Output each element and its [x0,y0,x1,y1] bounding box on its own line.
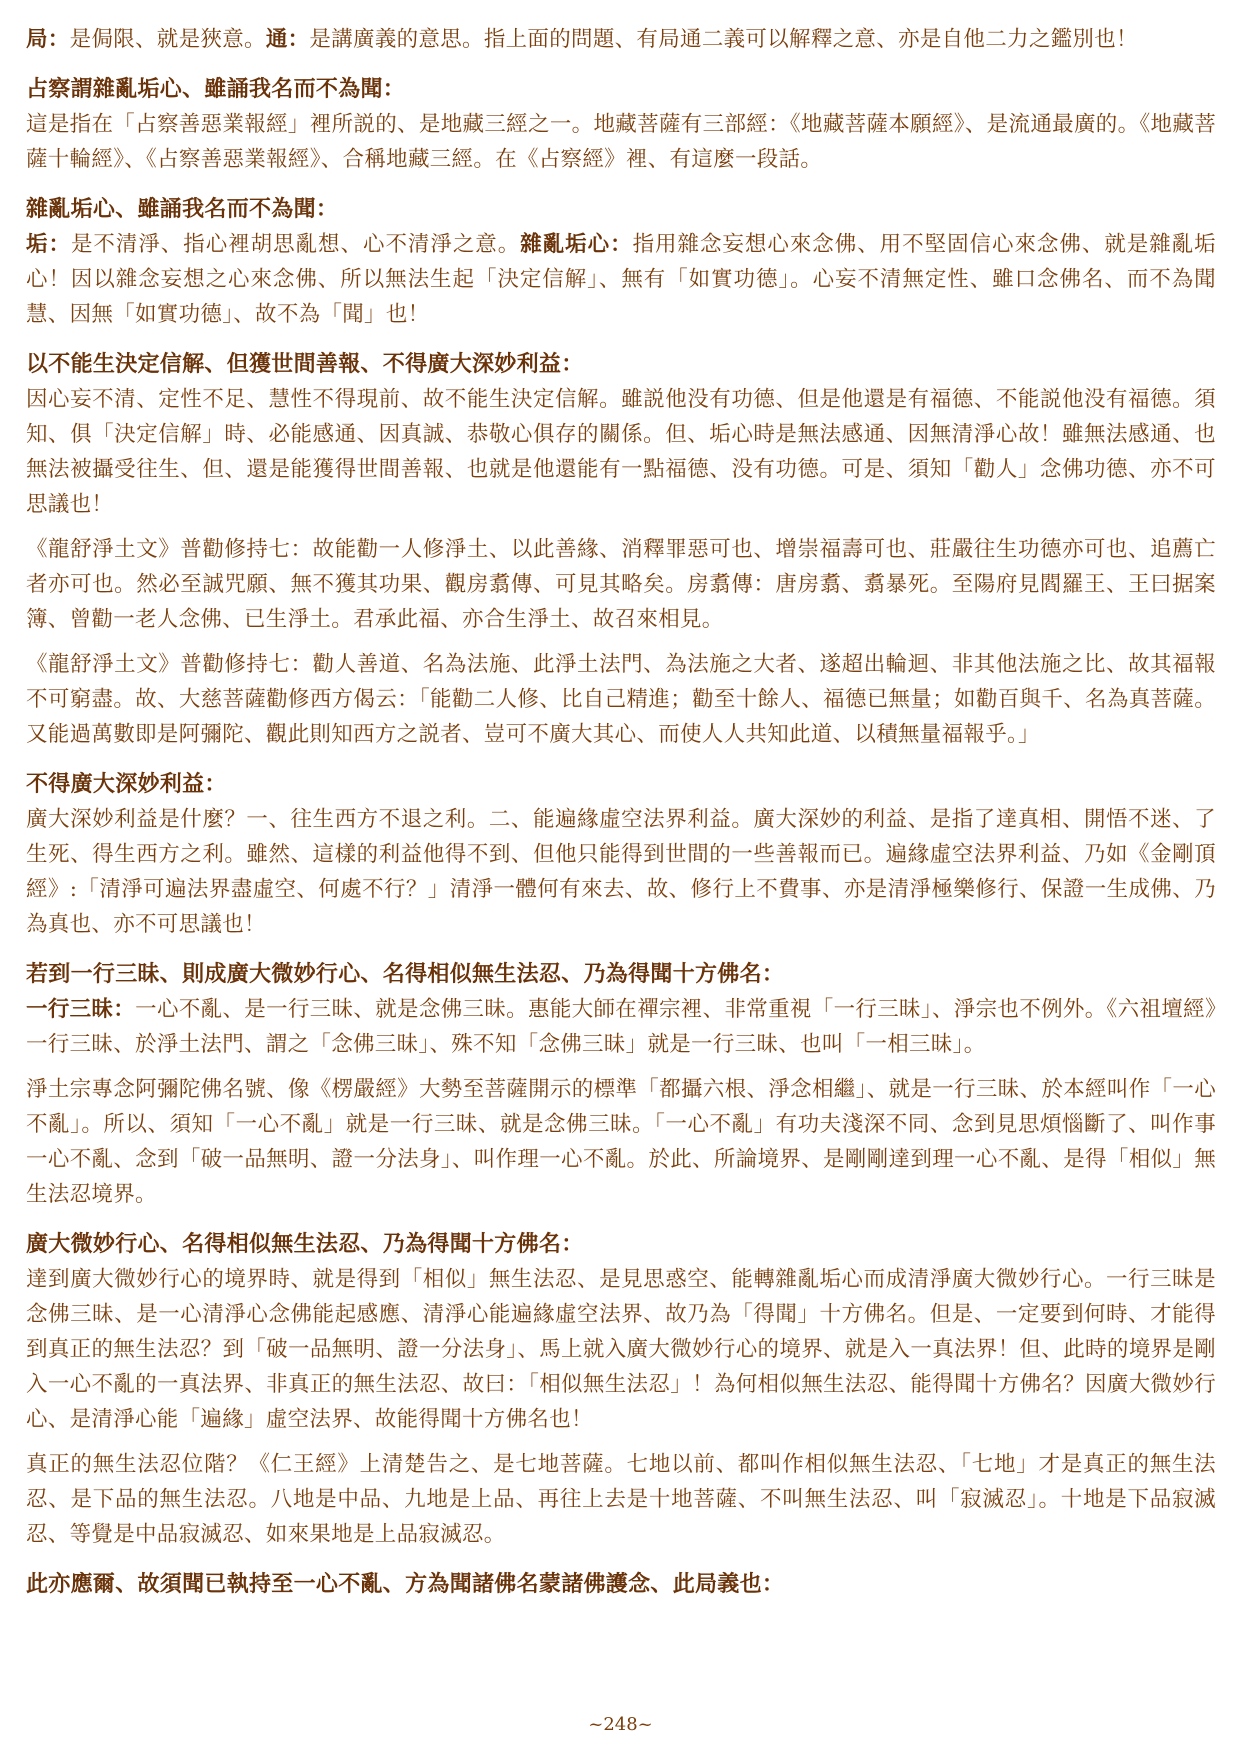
intro-term-tong: 通： [265,27,310,52]
section-heading-guangda-liyi: 不得廣大深妙利益： [26,771,227,797]
section-heading-yixing-sanmei: 若到一行三昧、則成廣大微妙行心、名得相似無生法忍、乃為得聞十方佛名： [26,961,785,987]
page-number: ~248~ [588,1714,653,1735]
section-paragraph-yixing-sanmei-1 [26,992,1216,1062]
section-paragraph-zaluan [26,227,1216,332]
section-paragraph-longshu-2: 《龍舒淨土文》普勸修持七：勸人善道、名為法施、此淨土法門、為法施之大者、遂超出輪迴、非其他法施之比、故其福報不可窮盡。故、大慈菩薩勸修西方偈云：「能勸二人修、比自己精進；勸至十餘人、福德已無量；如勸百與千、名為真菩薩。又能過萬數即是阿彌陀、觀此則知西方之説者、豈可不廣大其心、而使人人共知此道、以積無量福報乎。」 [26,652,1216,747]
term-yixing-sanmei: 一行三昧： [26,997,136,1022]
section-heading-zaluan: 雜亂垢心、雖誦我名而不為聞： [26,196,339,222]
section-paragraph-weimiao-xingxin-2: 真正的無生法忍位階？《仁王經》上清楚告之、是七地菩薩。七地以前、都叫作相似無生法忍、「七地」才是真正的無生法忍、是下品的無生法忍。八地是中品、九地是上品、再往上去是十地菩薩、不叫無生法忍、叫「寂滅忍」。十地是下品寂滅忍、等覺是中品寂滅忍、如來果地是上品寂滅忍。 [26,1452,1216,1547]
section-heading-zhancha: 占察謂雜亂垢心、雖誦我名而不為聞： [26,76,406,102]
section-paragraph-yixing-sanmei-2: 淨土宗專念阿彌陀佛名號、像《楞嚴經》大勢至菩薩開示的標準「都攝六根、淨念相繼」、就是一行三昧、於本經叫作「一心不亂」。所以、須知「一心不亂」就是一行三昧、就是念佛三昧。「一心不亂」有功夫淺深不同、念到見思煩惱斷了、叫作事一心不亂、念到「破一品無明、證一分法身」、叫作理一心不亂。於此、所論境界、是剛剛達到理一心不亂、是得「相似」無生法忍境界。 [26,1077,1216,1207]
term-gou: 垢： [26,232,71,257]
intro-term-ju: 局： [26,27,70,52]
section-paragraph-longshu-1: 《龍舒淨土文》普勸修持七：故能勸一人修淨土、以此善緣、消釋罪惡可也、增崇福壽可也、莊嚴往生功德亦可也、追薦亡者亦可也。然必至誠咒願、無不獲其功果、觀房翥傳、可見其略矣。房翥傳：唐房翥、翥暴死。至陽府見閻羅王、王曰据案簿、曾勸一老人念佛、已生淨土。君承此福、亦合生淨土、故召來相見。 [26,537,1216,632]
text-gou: 是不清淨、指心裡胡思亂想、心不清淨之意。 [70,232,521,257]
section-heading-weimiao-xingxin: 廣大微妙行心、名得相似無生法忍、乃為得聞十方佛名： [26,1231,584,1257]
text-yixing-sanmei: 一心不亂、是一行三昧、就是念佛三昧。惠能大師在禪宗裡、非常重視「一行三昧」、淨宗也不例外。《六祖壇經》一行三昧、於淨土法門、謂之「念佛三昧」、殊不知「念佛三昧」就是一行三昧、也叫「一相三昧」。 [26,997,1216,1057]
intro-paragraph [26,22,1216,57]
document-page [26,22,1216,1602]
text-zaluan-gouxin: 指用雜念妄想心來念佛、用不堅固信心來念佛、就是雜亂垢心！因以雜念妄想之心來念佛、所以無法生起「決定信解」、無有「如實功德」。心妄不清無定性、雖口念佛名、而不為聞慧、因無「如實功德」、故不為「聞」也！ [26,232,1216,327]
section-paragraph-zhancha: 這是指在「占察善惡業報經」裡所説的、是地藏三經之一。地藏菩薩有三部經：《地藏菩薩本願經》、是流通最廣的。《地藏菩薩十輪經》、《占察善惡業報經》、合稱地藏三經。在《占察經》裡、有這麼一段話。 [26,112,1216,172]
section-paragraph-guangda-liyi: 廣大深妙利益是什麼？一、往生西方不退之利。二、能遍緣虛空法界利益。廣大深妙的利益、是指了達真相、開悟不迷、了生死、得生西方之利。雖然、這樣的利益他得不到、但他只能得到世間的一些善報而已。遍緣虛空法界利益、乃如《金剛頂經》:「清淨可遍法界盡虛空、何處不行？」清淨一體何有來去、故、修行上不費事、亦是清淨極樂修行、保證一生成佛、乃為真也、亦不可思議也！ [26,807,1216,937]
section-paragraph-jueding-xinjie-1: 因心妄不清、定性不足、慧性不得現前、故不能生決定信解。雖説他没有功德、但是他還是有福德、不能説他没有福德。須知、俱「決定信解」時、必能感通、因真誠、恭敬心俱存的關係。但、垢心時是無法感通、因無清淨心故！雖無法感通、也無法被攝受往生、但、還是能獲得世間善報、也就是他還能有一點福德、没有功德。可是、須知「勸人」念佛功德、亦不可思議也！ [26,387,1216,517]
term-zaluan-gouxin: 雜亂垢心： [520,232,633,257]
section-heading-jueding-xinjie: 以不能生決定信解、但獲世間善報、不得廣大深妙利益： [26,351,584,377]
section-heading-juyi: 此亦應爾、故須聞已執持至一心不亂、方為聞諸佛名蒙諸佛護念、此局義也： [26,1571,785,1597]
intro-text-ju: 是侷限、就是狹意。 [69,27,266,52]
section-paragraph-weimiao-xingxin-1: 達到廣大微妙行心的境界時、就是得到「相似」無生法忍、是見思惑空、能轉雜亂垢心而成清淨廣大微妙行心。一行三昧是念佛三昧、是一心清淨心念佛能起感應、清淨心能遍緣虛空法界、故乃為「得聞」十方佛名。但是、一定要到何時、才能得到真正的無生法忍？到「破一品無明、證一分法身」、馬上就入廣大微妙行心的境界、就是入一真法界！但、此時的境界是剛入一心不亂的一真法界、非真正的無生法忍、故曰：「相似無生法忍」！為何相似無生法忍、能得聞十方佛名？因廣大微妙行心、是清淨心能「遍緣」虛空法界、故能得聞十方佛名也！ [26,1267,1216,1432]
intro-text-tong: 是講廣義的意思。指上面的問題、有局通二義可以解釋之意、亦是自他二力之鑑別也！ [309,27,1138,52]
